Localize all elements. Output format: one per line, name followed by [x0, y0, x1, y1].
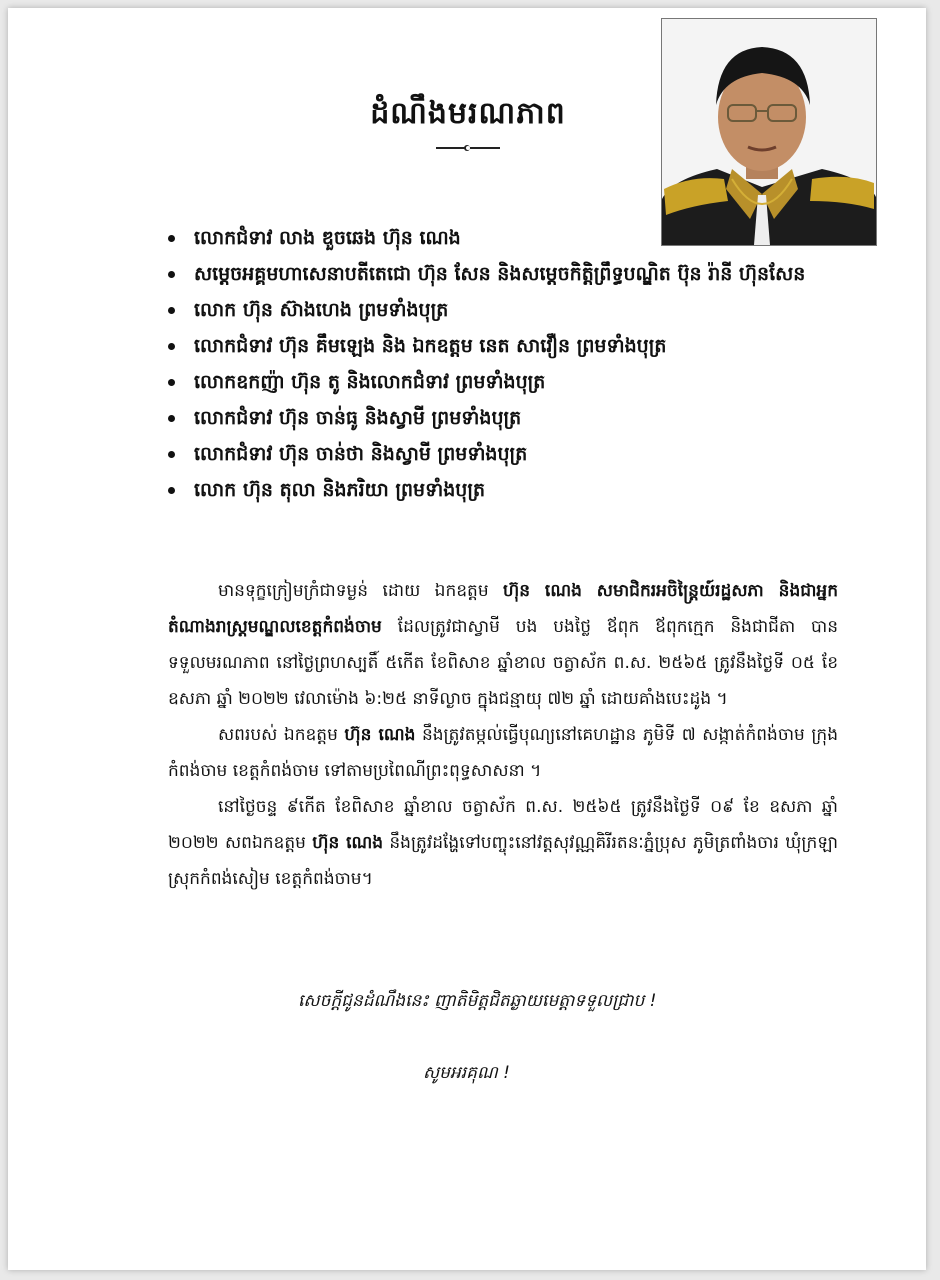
list-item: សម្ដេចអគ្គមហាសេនាបតីតេជោ ហ៊ុន សែន និងសម្ដេចកិត្តិព្រឹទ្ធបណ្ឌិត ប៊ុន រ៉ានី ហ៊ុនសែន — [168, 256, 848, 292]
list-item: លោកជំទាវ ហ៊ុន ចាន់ធូ និងស្វាមី ព្រមទាំងបុត្រ — [168, 400, 848, 436]
thanks-line: សូមអរគុណ ! — [423, 1063, 510, 1083]
mourners-list — [168, 220, 848, 508]
deceased-name-bold: ហ៊ុន ណេង សមាជិករអចិន្ត្រៃយ៍រដ្ឋសភា និងជាអ្នកតំណាងរាស្ត្រមណ្ឌលខេត្តកំពង់ចាម — [168, 581, 838, 637]
page-title: ដំណឹងមរណភាព — [370, 96, 566, 131]
paragraph-burial — [168, 789, 838, 897]
obituary-page — [8, 8, 926, 1270]
paragraph-text: សពរបស់ ឯកឧត្តម — [218, 725, 345, 745]
list-item: លោក ហ៊ុន តុលា និងភរិយា ព្រមទាំងបុត្រ — [168, 472, 848, 508]
portrait-icon — [662, 19, 876, 245]
list-item: លោកឧកញ៉ា ហ៊ុន តូ និងលោកជំទាវ ព្រមទាំងបុត្រ — [168, 364, 848, 400]
paragraph-text: នឹងត្រូវដង្ហែទៅបញ្ចុះនៅវត្តសុវណ្ណគិរីរតនៈភ្នំប្រុស ភូមិត្រពាំងចារ ឃុំក្រឡា ស្រុកកំពង់សៀម ខេត្តកំពង់ចាម។ — [168, 833, 838, 889]
notice-line: សេចក្តីជូនដំណឹងនេះ ញាតិមិត្តជិតឆ្ងាយមេត្តាទទួលជ្រាប ! — [298, 991, 657, 1011]
list-item: លោកជំទាវ លាង ឌួចឆេង ហ៊ុន ណេង — [168, 220, 848, 256]
paragraph-death-notice — [168, 573, 838, 717]
paragraph-text: ដែលត្រូវជាស្វាមី បង បងថ្លៃ ឪពុក ឪពុកក្មេក និងជាជីតា បានទទួលមរណភាព នៅថ្ងៃព្រហស្បតិ៍ ៥កើត ខែពិសាខ ឆ្នាំខាល ចត្វាស័ក ព.ស. ២៥៦៥ ត្រូវនឹងថ្ងៃទី ០៥ ខែ ឧសភា ឆ្នាំ ២០២២ វេលាម៉ោង ៦:២៥ នាទីល្ងាច ក្នុងជន្មាយុ ៧២ ឆ្នាំ ដោយគាំងបេះដូង ។ — [168, 617, 838, 709]
list-item: លោក ហ៊ុន ស៊ាងហេង ព្រមទាំងបុត្រ — [168, 292, 848, 328]
paragraph-funeral-location — [168, 717, 838, 789]
list-item: លោកជំទាវ ហ៊ុន ចាន់ថា និងស្វាមី ព្រមទាំងបុត្រ — [168, 436, 848, 472]
deceased-name-bold: ហ៊ុន ណេង — [344, 725, 416, 745]
paragraph-text: នៅថ្ងៃចន្ទ ៩កើត ខែពិសាខ ឆ្នាំខាល ចត្វាស័ក ព.ស. ២៥៦៥ ត្រូវនឹងថ្ងៃទី ០៩ ខែ ឧសភា ឆ្នាំ ២០២២ សពឯកឧត្តម — [168, 797, 838, 853]
title-ornament — [436, 147, 500, 149]
portrait-photo — [661, 18, 877, 246]
announcement-body — [168, 573, 838, 897]
deceased-name-bold: ហ៊ុន ណេង — [312, 833, 384, 853]
paragraph-text: នឹងត្រូវតម្កល់ធ្វើបុណ្យនៅគេហដ្ឋាន ភូមិទី ៧ សង្កាត់កំពង់ចាម ក្រុងកំពង់ចាម ខេត្តកំពង់ចាម ទៅតាមប្រពៃណីព្រះពុទ្ធសាសនា ។ — [168, 725, 838, 781]
paragraph-text: មានទុក្ខក្រៀមក្រំជាទម្ងន់ ដោយ ឯកឧត្តម — [218, 581, 504, 601]
list-item: លោកជំទាវ ហ៊ុន គឹមឡេង និង ឯកឧត្តម នេត សាវឿន ព្រមទាំងបុត្រ — [168, 328, 848, 364]
